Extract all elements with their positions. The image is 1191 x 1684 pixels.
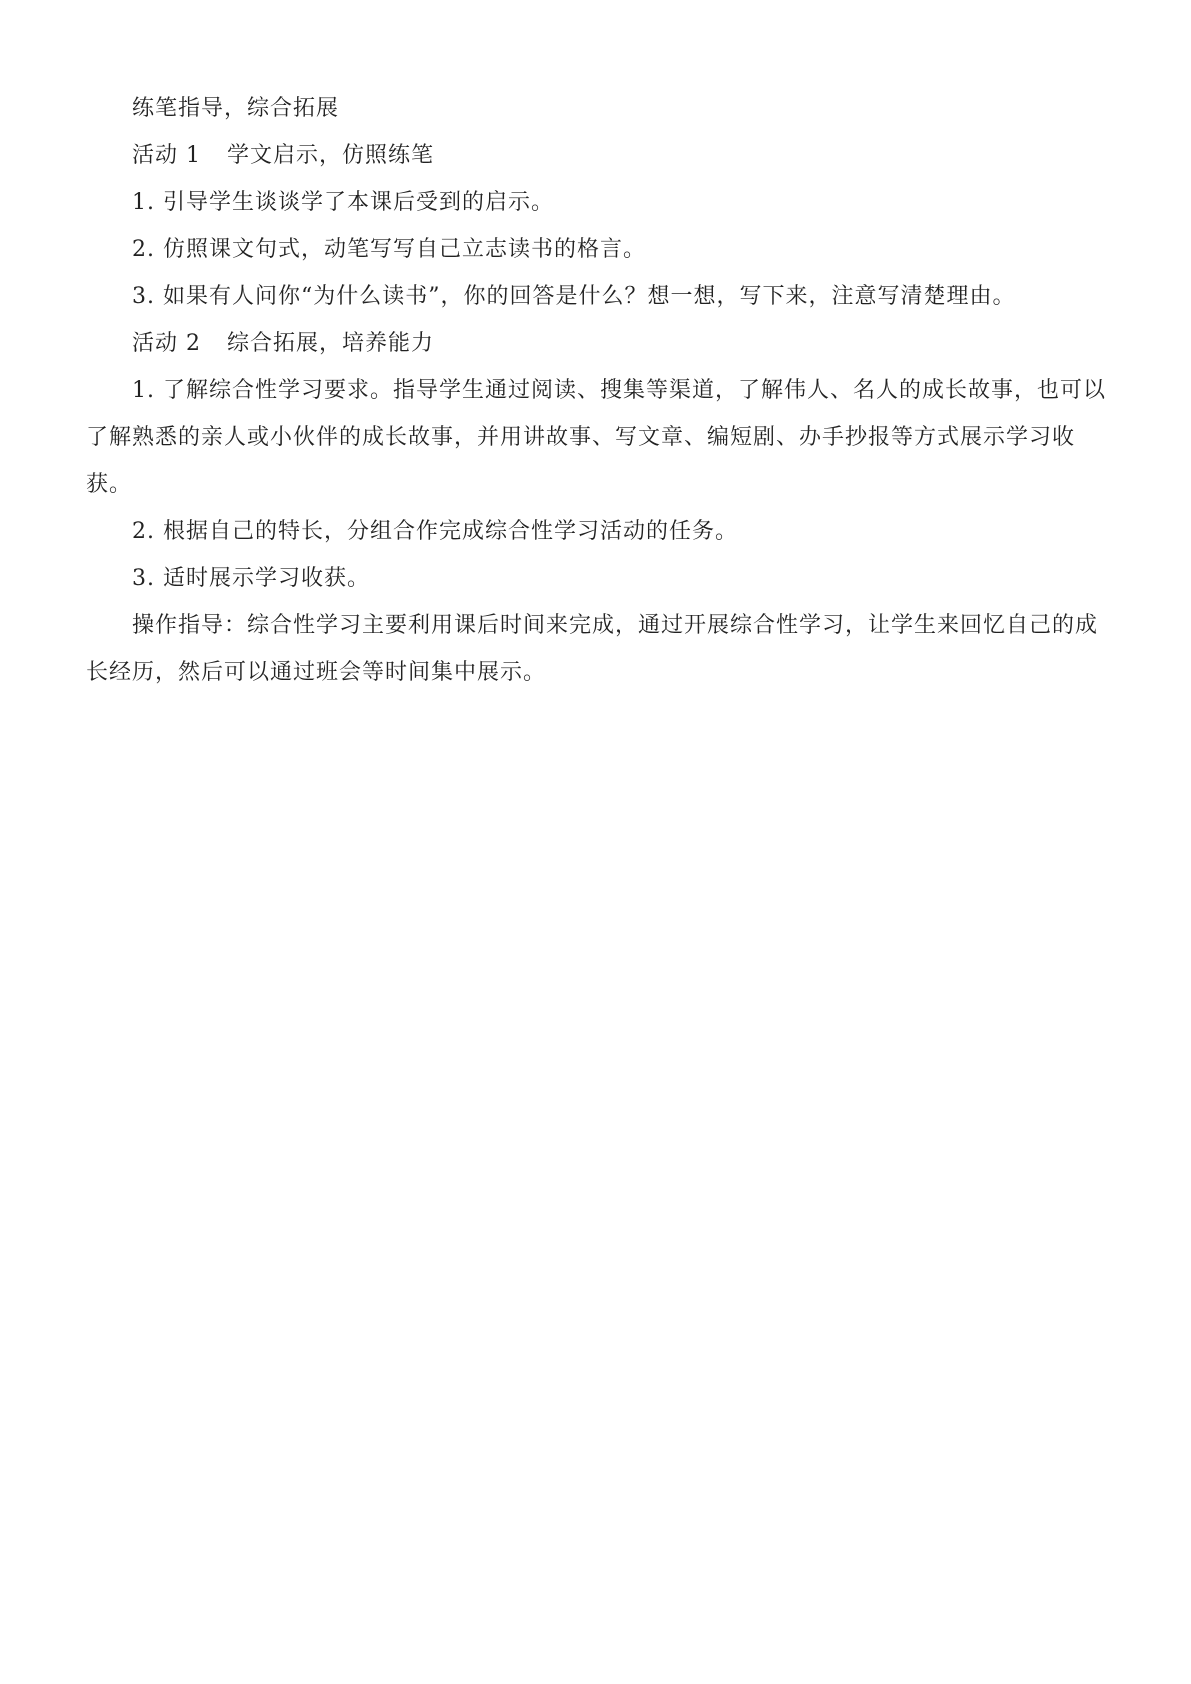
activity-heading (86, 132, 1108, 179)
list-item-text: 3. 适时展示学习收获。 (132, 566, 370, 591)
section-heading (86, 85, 1108, 132)
activity-title: 综合拓展，培养能力 (227, 331, 435, 356)
list-item (86, 555, 1108, 602)
operation-guide-text: 操作指导：综合性学习主要利用课后时间来完成，通过开展综合性学习，让学生来回忆自己的成长经历，然后可以通过班会等时间集中展示。 (86, 613, 1099, 685)
list-item-text: 1. 引导学生谈谈学了本课后受到的启示。 (132, 190, 554, 215)
list-item (86, 508, 1108, 555)
section-heading-text: 练笔指导，综合拓展 (132, 96, 340, 121)
activity-label: 活动 1 (132, 143, 201, 168)
list-item (86, 226, 1108, 273)
list-item-text: 1. 了解综合性学习要求。指导学生通过阅读、搜集等渠道，了解伟人、名人的成长故事，也可以了解熟悉的亲人或小伙伴的成长故事，并用讲故事、写文章、编短剧、办手抄报等方式展示学习收获。 (86, 378, 1106, 497)
activity-heading (86, 320, 1108, 367)
list-item-text: 2. 根据自己的特长，分组合作完成综合性学习活动的任务。 (132, 519, 738, 544)
list-item (86, 367, 1108, 508)
document-body (86, 85, 1108, 696)
list-item-text: 2. 仿照课文句式，动笔写写自己立志读书的格言。 (132, 237, 646, 262)
list-item-text: 3. 如果有人问你“为什么读书”，你的回答是什么？想一想，写下来，注意写清楚理由。 (132, 284, 1016, 309)
operation-guide (86, 602, 1108, 696)
list-item (86, 179, 1108, 226)
list-item (86, 273, 1108, 320)
activity-title: 学文启示，仿照练笔 (227, 143, 435, 168)
activity-label: 活动 2 (132, 331, 201, 356)
